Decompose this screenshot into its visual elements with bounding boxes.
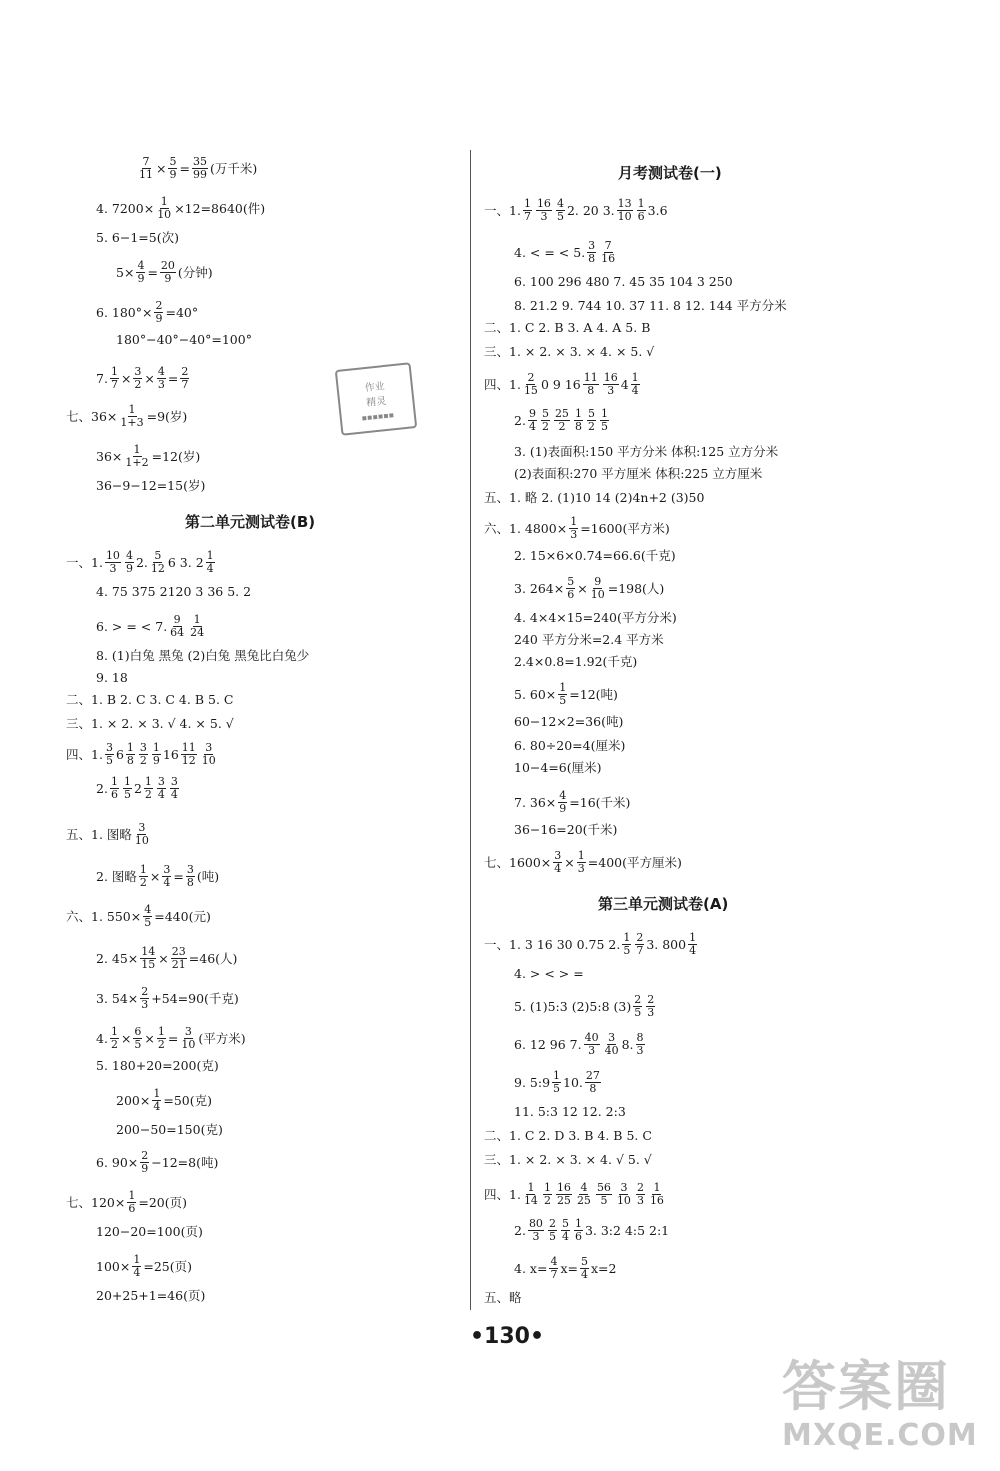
fraction: $\frac{1}{4}$	[133, 1253, 141, 1279]
fraction: 1 5	[600, 407, 608, 433]
right-answer-line: 一、1. 1 7 16 3 4 5 2. 20 3. 13 10 1 6 3.6	[484, 197, 668, 223]
fraction: 2 3	[636, 1181, 644, 1207]
right-answer-line: 2. 15×6×0.74=66.6(千克)	[514, 548, 676, 563]
fraction: $\frac{1}{6}$	[128, 1189, 136, 1215]
fraction: $\frac{3}{4}$	[163, 863, 171, 889]
fraction: $\frac{2}{7}$	[181, 365, 189, 391]
fraction: $\frac{2}{3}$	[141, 985, 149, 1011]
fraction: 3 5	[105, 741, 113, 767]
right-answer-line: 5. (1)5:3 (2)5:8 (3) 2 5 2 3	[514, 993, 655, 1019]
fraction: 1 5	[553, 1069, 561, 1095]
fraction: 1 8	[126, 741, 134, 767]
fraction: 1 8	[574, 407, 582, 433]
left-answer-line: 3. 54× $\frac{2}{3}$ +54=90(千克)	[96, 985, 239, 1011]
right-answer-line: 六、1. 4800× $\frac{1}{3}$ =1600(平方米)	[484, 515, 670, 541]
fraction: 2 5	[548, 1217, 556, 1243]
left-answer-line: 36−9−12=15(岁)	[96, 478, 206, 493]
left-answer-line: 五、1. 图略 3 10	[66, 821, 149, 847]
fraction: $\frac{1}{3}$	[570, 515, 578, 541]
right-answer-line: 4. > < > =	[514, 966, 584, 981]
left-answer-line: 5. 180+20=200(克)	[96, 1058, 219, 1073]
left-answer-line: 6. 180°× $\frac{2}{9}$ =40°	[96, 299, 199, 325]
right-answer-line: 三、1. × 2. × 3. × 4. √ 5. √	[484, 1152, 652, 1167]
fraction: $\frac{2}{9}$	[155, 299, 163, 325]
right-answer-line: 四、1. 1 14 1 2 16 25 4 25 56 5 3 10 2 3 1 16	[484, 1181, 664, 1207]
fraction: 1 7	[523, 197, 531, 223]
left-answer-line: 7. $\frac{1}{7}$ × $\frac{3}{2}$ × $\frac{4}{3}$ = $\frac{2}{7}$	[96, 365, 189, 391]
right-answer-line: 3. 264× $\frac{5}{6}$ × $\frac{9}{10}$ =198(人)	[514, 575, 665, 601]
fraction: 40 3	[584, 1031, 599, 1057]
fraction: 1 4	[631, 371, 639, 397]
fraction: $\frac{5}{4}$	[580, 1255, 588, 1281]
fraction: 80 3	[528, 1217, 543, 1243]
right-answer-line: 5. 60× $\frac{1}{5}$ =12(吨)	[514, 681, 618, 707]
fraction: 4 5	[556, 197, 564, 223]
fraction: 3 10	[201, 741, 216, 767]
stamp-dots: ▪▪▪▪▪▪	[361, 410, 395, 423]
fraction: 8 3	[636, 1031, 644, 1057]
fraction: $\frac{3}{8}$	[186, 863, 194, 889]
fraction: $\frac{2}{9}$	[141, 1149, 149, 1175]
fraction: 3 10	[134, 821, 149, 847]
fraction: 9 4	[528, 407, 536, 433]
watermark-small-text: MXQE.COM	[782, 1418, 978, 1453]
fraction: 11 8	[583, 371, 598, 397]
fraction: 1 6	[574, 1217, 582, 1243]
left-answer-line: $\frac{7}{11}$ × $\frac{5}{9}$ = $\frac{35}{99}$ (万千米)	[139, 155, 258, 181]
fraction: 1 4	[689, 931, 697, 957]
left-answer-line: 三、1. × 2. × 3. √ 4. × 5. √	[66, 716, 234, 731]
fraction: $\frac{14}{15}$	[141, 945, 156, 971]
right-answer-line: 36−16=20(千米)	[514, 822, 618, 837]
fraction: 16 3	[536, 197, 551, 223]
fraction: 5 2	[587, 407, 595, 433]
right-answer-line: 五、略	[484, 1290, 522, 1305]
right-section-title-2: 第三单元测试卷(A)	[598, 895, 729, 913]
fraction: $\frac{1}{2}$	[157, 1025, 165, 1051]
left-answer-line: 180°−40°−40°=100°	[116, 332, 252, 347]
right-answer-line: 240 平方分米=2.4 平方米	[514, 632, 664, 647]
right-answer-line: 4. x= $\frac{4}{7}$ x= $\frac{5}{4}$ x=2	[514, 1255, 617, 1281]
fraction: $\frac{1}{4}$	[153, 1087, 161, 1113]
left-answer-line: 4. 75 375 2120 3 36 5. 2	[96, 584, 252, 599]
fraction: 7 16	[601, 239, 616, 265]
right-answer-line: 2. 80 3 2 5 5 4 1 6 3. 3:2 4:5 2:1	[514, 1217, 670, 1243]
fraction: 1 2	[543, 1181, 551, 1207]
fraction: 11 12	[181, 741, 196, 767]
fraction: $\frac{4}{3}$	[157, 365, 165, 391]
left-answer-line: 200× $\frac{1}{4}$ =50(克)	[116, 1087, 212, 1113]
right-answer-line: 二、1. C 2. B 3. A 4. A 5. B	[484, 320, 651, 335]
left-answer-line: 六、1. 550× $\frac{4}{5}$ =440(元)	[66, 903, 211, 929]
fraction: 2 3	[647, 993, 655, 1019]
right-answer-line: 6. 100 296 480 7. 45 35 104 3 250	[514, 274, 733, 289]
fraction: 3 10	[616, 1181, 631, 1207]
fraction: $\frac{5}{6}$	[567, 575, 575, 601]
left-answer-line: 2. 45× $\frac{14}{15}$ × $\frac{23}{21}$ =46(人)	[96, 945, 238, 971]
fraction: 1 5	[123, 775, 131, 801]
fraction: 3 4	[157, 775, 165, 801]
fraction: 1 9	[152, 741, 160, 767]
left-answer-line: 100× $\frac{1}{4}$ =25(页)	[96, 1253, 192, 1279]
right-answer-line: 10−4=6(厘米)	[514, 760, 602, 775]
left-answer-line: 6. > = < 7. 9 64 1 24	[96, 613, 205, 639]
right-answer-line: 七、1600× $\frac{3}{4}$ × $\frac{1}{3}$ =400(平方厘米)	[484, 849, 682, 875]
left-answer-line: 二、1. B 2. C 3. C 4. B 5. C	[66, 692, 234, 707]
left-answer-line: 2. 图略 $\frac{1}{2}$ × $\frac{3}{4}$ = $\frac{3}{8}$ (吨)	[96, 863, 220, 889]
fraction: 1 2	[144, 775, 152, 801]
right-answer-line: 4. < = < 5. 3 8 7 16	[514, 239, 616, 265]
fraction: 9 64	[170, 613, 185, 639]
fraction: 3 2	[139, 741, 147, 767]
stamp-logo	[335, 362, 417, 436]
fraction: $\frac{4}{7}$	[550, 1255, 558, 1281]
right-answer-line: 2.4×0.8=1.92(千克)	[514, 654, 638, 669]
fraction: 4 9	[125, 549, 133, 575]
left-answer-line: 9. 18	[96, 670, 128, 685]
watermark-big-text: 答案圈	[782, 1355, 950, 1418]
right-answer-line: 7. 36× $\frac{4}{9}$ =16(千米)	[514, 789, 631, 815]
right-answer-line: 60−12×2=36(吨)	[514, 714, 624, 729]
stamp-line-2: 精灵	[365, 395, 387, 409]
fraction: 4 25	[576, 1181, 591, 1207]
left-answer-line: 4. 7200× $\frac{1}{10}$ ×12=8640(件)	[96, 195, 266, 221]
fraction: $\frac{1}{1+3}$	[120, 403, 144, 429]
fraction: $\frac{1}{2}$	[110, 1025, 118, 1051]
right-answer-line: (2)表面积:270 平方厘米 体积:225 立方厘米	[514, 466, 763, 481]
left-answer-line: 一、1. 10 3 4 9 2. 5 12 6 3. 2 1 4	[66, 549, 214, 575]
right-answer-line: 4. 4×4×15=240(平方分米)	[514, 610, 677, 625]
fraction: $\frac{6}{5}$	[134, 1025, 142, 1051]
right-section-title-1: 月考测试卷(一)	[618, 164, 722, 182]
right-answer-line: 3. (1)表面积:150 平方分米 体积:125 立方分米	[514, 444, 779, 459]
fraction: $\frac{1}{3}$	[577, 849, 585, 875]
fraction: $\frac{1}{5}$	[559, 681, 567, 707]
right-answer-line: 2. 9 4 5 2 25 2 1 8 5 2 1 5	[514, 407, 608, 433]
fraction: 1 6	[110, 775, 118, 801]
fraction: $\frac{9}{10}$	[590, 575, 605, 601]
fraction: 1 24	[190, 613, 205, 639]
fraction: 5 2	[541, 407, 549, 433]
fraction: 1 16	[649, 1181, 664, 1207]
watermark-logo	[782, 1355, 992, 1465]
right-answer-line: 6. 12 96 7. 40 3 3 40 8. 8 3	[514, 1031, 644, 1057]
right-answer-line: 9. 5:9 1 5 10. 27 8	[514, 1069, 600, 1095]
left-answer-line: 200−50=150(克)	[116, 1122, 223, 1137]
fraction: 16 3	[603, 371, 618, 397]
fraction: 13 10	[617, 197, 632, 223]
fraction: 5 12	[150, 549, 165, 575]
fraction: $\frac{4}{9}$	[137, 259, 145, 285]
left-answer-line: 36× $\frac{1}{1+2}$ =12(岁)	[96, 443, 201, 469]
left-answer-line: 5× $\frac{4}{9}$ = $\frac{20}{9}$ (分钟)	[116, 259, 213, 285]
fraction: 1 5	[623, 931, 631, 957]
fraction: $\frac{1}{2}$	[139, 863, 147, 889]
fraction: $\frac{23}{21}$	[171, 945, 186, 971]
fraction: $\frac{3}{2}$	[134, 365, 142, 391]
fraction: $\frac{1}{10}$	[157, 195, 172, 221]
fraction: 3 8	[588, 239, 596, 265]
left-answer-line: 6. 90× $\frac{2}{9}$ −12=8(吨)	[96, 1149, 219, 1175]
fraction: 2 15	[523, 371, 538, 397]
right-answer-line: 一、1. 3 16 30 0.75 2. 1 5 2 7 3. 800 1 4	[484, 931, 697, 957]
left-answer-line: 20+25+1=46(页)	[96, 1288, 206, 1303]
fraction: 5 4	[561, 1217, 569, 1243]
left-answer-line: 2. 1 6 1 5 2 1 2 3 4 3 4	[96, 775, 178, 801]
fraction: 2 7	[636, 931, 644, 957]
fraction: $\frac{7}{11}$	[139, 155, 153, 181]
column-divider	[470, 150, 471, 1310]
fraction: $\frac{4}{5}$	[144, 903, 152, 929]
fraction: 27 8	[585, 1069, 600, 1095]
left-answer-line: 七、120× $\frac{1}{6}$ =20(页)	[66, 1189, 187, 1215]
right-answer-line: 三、1. × 2. × 3. × 4. × 5. √	[484, 344, 655, 359]
left-answer-line: 5. 6−1=5(次)	[96, 230, 179, 245]
fraction: $\frac{20}{9}$	[160, 259, 175, 285]
fraction: 16 25	[556, 1181, 571, 1207]
fraction: $\frac{5}{9}$	[169, 155, 177, 181]
fraction: 2 5	[634, 993, 642, 1019]
right-answer-line: 五、1. 略 2. (1)10 14 (2)4n+2 (3)50	[484, 490, 705, 505]
fraction: 56 5	[596, 1181, 611, 1207]
right-answer-line: 8. 21.2 9. 744 10. 37 11. 8 12. 144 平方分米	[514, 298, 787, 313]
fraction: 10 3	[105, 549, 120, 575]
fraction: $\frac{3}{10}$	[181, 1025, 196, 1051]
left-answer-line: 四、1. 3 5 6 1 8 3 2 1 9 16 11 12 3 10	[66, 741, 216, 767]
fraction: 25 2	[554, 407, 569, 433]
left-answer-line: 8. (1)白兔 黑兔 (2)白兔 黑兔比白兔少	[96, 648, 310, 663]
fraction: $\frac{3}{4}$	[554, 849, 562, 875]
right-answer-line: 11. 5:3 12 12. 2:3	[514, 1104, 626, 1119]
fraction: 1 6	[637, 197, 645, 223]
page-number: •130•	[470, 1324, 545, 1349]
fraction: 1 4	[206, 549, 214, 575]
left-answer-line: 120−20=100(页)	[96, 1224, 203, 1239]
fraction: $\frac{4}{9}$	[559, 789, 567, 815]
fraction: $\frac{1}{7}$	[110, 365, 118, 391]
right-answer-line: 6. 80÷20=4(厘米)	[514, 738, 626, 753]
fraction: $\frac{35}{99}$	[192, 155, 207, 181]
left-section-title: 第二单元测试卷(B)	[185, 513, 316, 531]
left-answer-line: 七、36× $\frac{1}{1+3}$ =9(岁)	[66, 403, 188, 429]
right-answer-line: 四、1. 2 15 0 9 16 11 8 16 3 4 1 4	[484, 371, 639, 397]
stamp-line-1: 作业	[364, 381, 386, 395]
fraction: $\frac{1}{1+2}$	[125, 443, 149, 469]
fraction: 1 14	[523, 1181, 538, 1207]
fraction: 3 40	[604, 1031, 619, 1057]
fraction: 3 4	[170, 775, 178, 801]
left-answer-line: 4. $\frac{1}{2}$ × $\frac{6}{5}$ × $\frac{1}{2}$ = $\frac{3}{10}$ (平方米)	[96, 1025, 246, 1051]
right-answer-line: 二、1. C 2. D 3. B 4. B 5. C	[484, 1128, 652, 1143]
